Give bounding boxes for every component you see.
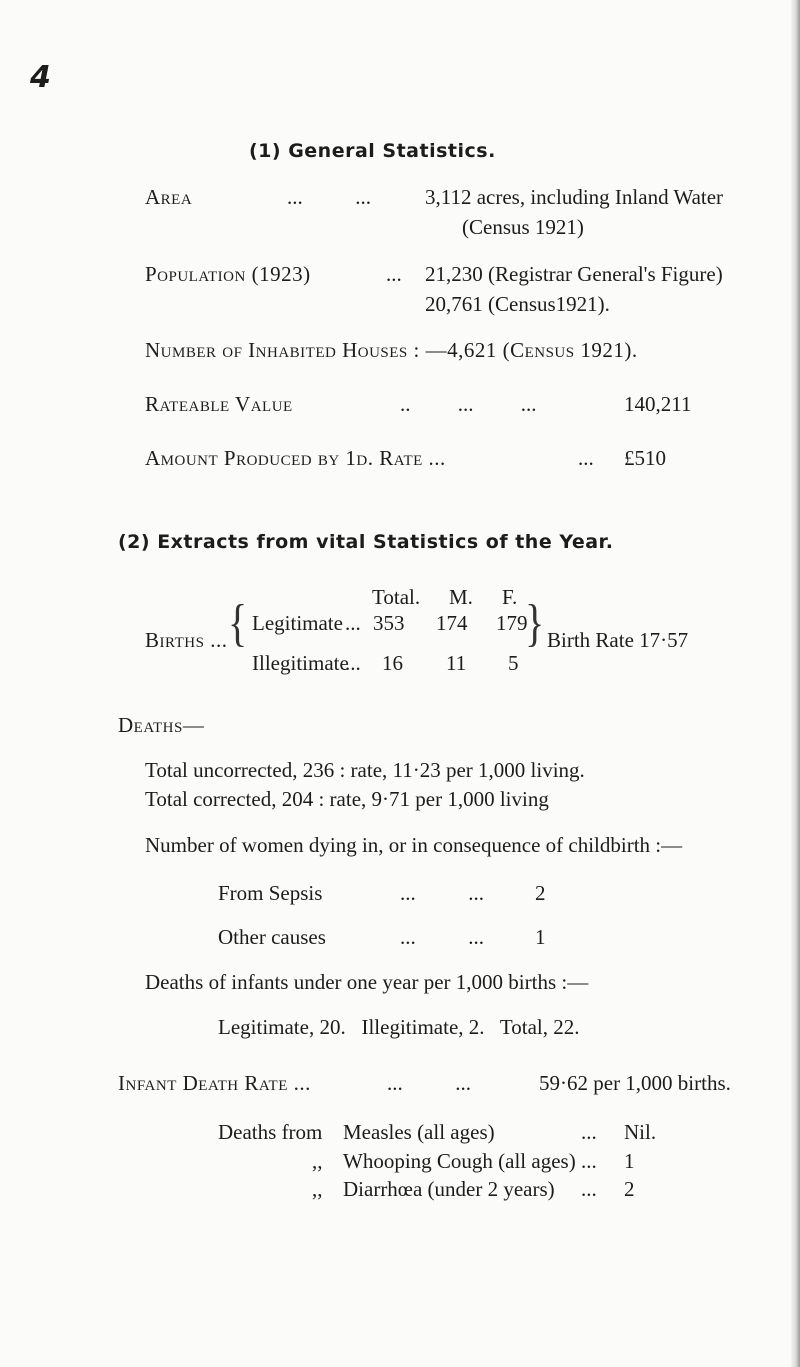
sepsis-label: From Sepsis xyxy=(218,881,323,905)
measles-value: Nil. xyxy=(624,1120,657,1144)
whooping-value: 1 xyxy=(624,1149,635,1173)
births-left-brace: { xyxy=(228,593,248,652)
page-edge-shadow xyxy=(790,0,800,1367)
population-dots: ... xyxy=(386,262,402,286)
area-value: 3,112 acres, including Inland Water xyxy=(425,185,724,209)
amount-value: £510 xyxy=(624,446,666,470)
population-label: Population (1923) xyxy=(145,262,311,286)
area-dots: ... ... xyxy=(287,185,371,209)
legitimate-f: 179 xyxy=(496,611,528,635)
rateable-label: Rateable Value xyxy=(145,392,293,416)
amount-dots: ... xyxy=(578,446,594,470)
illegitimate-m: 11 xyxy=(446,651,467,675)
births-col-total: Total. xyxy=(372,585,421,609)
whooping-ditto: ,, xyxy=(312,1149,323,1173)
diarrhoea-label: Diarrhœa (under 2 years) xyxy=(343,1177,555,1201)
infant-breakdown: Legitimate, 20. Illegitimate, 2. Total, 22. xyxy=(218,1015,580,1039)
legitimate-total: 353 xyxy=(373,611,405,635)
rateable-value: 140,211 xyxy=(624,392,692,416)
legitimate-label: Legitimate xyxy=(252,611,343,635)
infant-intro: Deaths of infants under one year per 1,000 births :— xyxy=(145,970,589,994)
births-col-f: F. xyxy=(502,585,518,609)
other-causes-dots: ... ... xyxy=(400,925,484,949)
deaths-from-label: Deaths from xyxy=(218,1120,323,1144)
area-note: (Census 1921) xyxy=(462,215,584,239)
measles-dots: ... xyxy=(581,1120,597,1144)
infant-death-rate-label: Infant Death Rate ... xyxy=(118,1071,311,1095)
legitimate-dots: ... xyxy=(345,611,361,635)
diarrhoea-value: 2 xyxy=(624,1177,635,1201)
births-col-m: M. xyxy=(449,585,473,609)
infant-death-rate-value: 59·62 per 1,000 births. xyxy=(539,1071,731,1095)
area-label: Area xyxy=(145,185,193,209)
sepsis-value: 2 xyxy=(535,881,546,905)
measles-label: Measles (all ages) xyxy=(343,1120,495,1144)
population-value2: 20,761 (Census1921). xyxy=(425,292,610,316)
illegitimate-f: 5 xyxy=(508,651,519,675)
illegitimate-label: Illegitimate xyxy=(252,651,349,675)
legitimate-m: 174 xyxy=(436,611,468,635)
deaths-corrected: Total corrected, 204 : rate, 9·71 per 1,000 living xyxy=(145,787,549,811)
amount-label: Amount Produced by 1d. Rate ... xyxy=(145,446,446,470)
inhabited-houses: Number of Inhabited Houses : —4,621 (Census 1921). xyxy=(145,338,638,362)
births-label: Births ... xyxy=(145,628,228,652)
other-causes-value: 1 xyxy=(535,925,546,949)
page-number: 4 xyxy=(30,60,51,95)
population-value: 21,230 (Registrar General's Figure) xyxy=(425,262,723,286)
maternal-intro: Number of women dying in, or in consequence of childbirth :— xyxy=(145,833,683,857)
deaths-uncorrected: Total uncorrected, 236 : rate, 11·23 per 1,000 living. xyxy=(145,758,585,782)
sepsis-dots: ... ... xyxy=(400,881,484,905)
whooping-label: Whooping Cough (all ages) ... xyxy=(343,1149,597,1173)
deaths-label: Deaths— xyxy=(118,713,205,737)
diarrhoea-ditto: ,, xyxy=(312,1177,323,1201)
section2-title: (2) Extracts from vital Statistics of the Year. xyxy=(118,531,614,553)
other-causes-label: Other causes xyxy=(218,925,326,949)
section1-title: (1) General Statistics. xyxy=(249,140,496,162)
infant-death-rate-dots: ... ... xyxy=(387,1071,471,1095)
diarrhoea-dots: ... xyxy=(581,1177,597,1201)
birth-rate: Birth Rate 17·57 xyxy=(547,628,689,652)
births-right-brace: } xyxy=(525,593,545,652)
illegitimate-total: 16 xyxy=(382,651,403,675)
rateable-dots: .. ... ... xyxy=(400,392,537,416)
illegitimate-dots: ... xyxy=(345,651,361,675)
